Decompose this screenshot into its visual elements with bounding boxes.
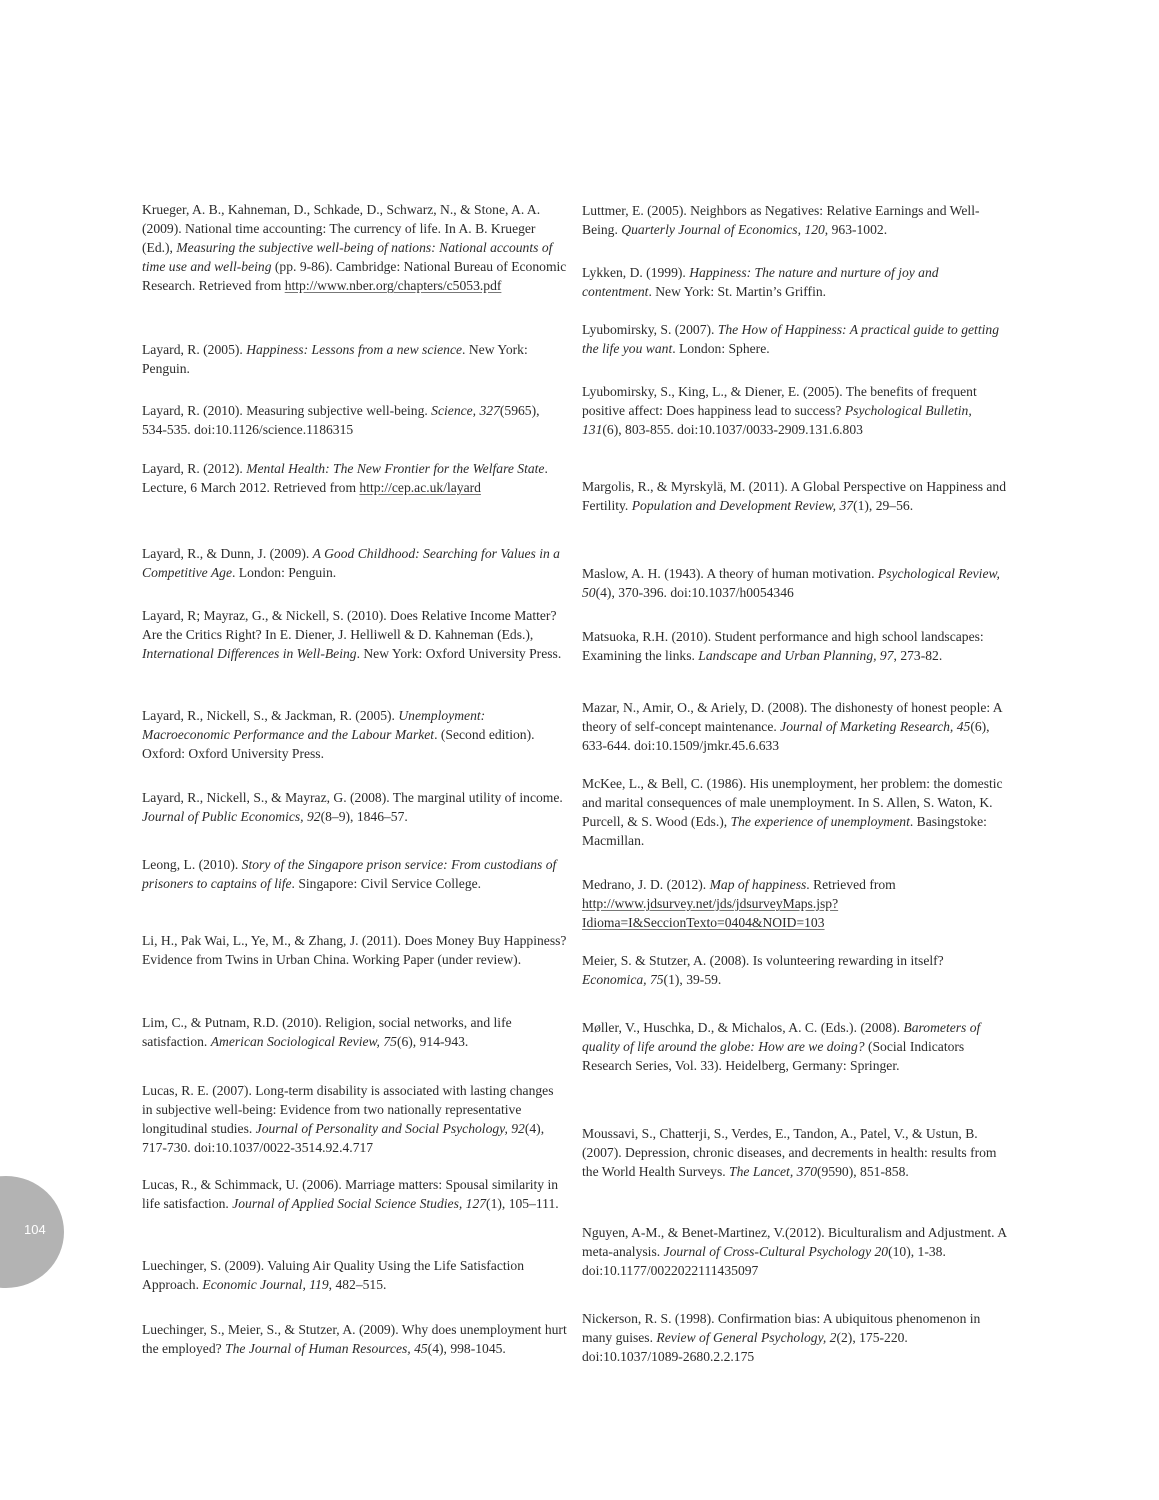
reference-text: Meier, S. & Stutzer, A. (2008). Is volunteering rewarding in itself? — [582, 953, 944, 968]
reference-text: Luechinger, S. (2009). Valuing Air Quality Using the Life Satisfaction Approach. — [142, 1258, 525, 1292]
reference-entry — [142, 706, 567, 763]
reference-italic: Measuring the subjective well-being of nations: National accounts of time use and well-being — [142, 240, 553, 274]
reference-text: Layard, R; Mayraz, G., & Nickell, S. (2010). Does Relative Income Matter? Are the Critics Right? In E. Diener, J. Helliwell & D. Kahneman (Eds.), — [142, 608, 557, 642]
reference-text: (pp. 9-86). Cambridge: National Bureau of Economic Research. Retrieved from — [142, 259, 567, 293]
reference-text: McKee, L., & Bell, C. (1986). His unemployment, her problem: the domestic and marital consequences of male unemployment. In S. Allen, S. Waton, K. Purcell, & S. Wood (Eds.), — [582, 776, 1003, 829]
reference-italic: Barometers of quality of life around the globe: How are we doing? — [582, 1020, 981, 1054]
reference-entry — [582, 627, 1007, 665]
reference-text: Lucas, R. E. (2007). Long-term disability is associated with lasting changes in subjective well-being: Evidence from two nationally representative longitudinal studies. — [142, 1083, 554, 1136]
reference-italic: Journal of Personality and Social Psychology, 92 — [255, 1121, 525, 1136]
reference-entry — [142, 340, 567, 378]
reference-entry — [582, 201, 1007, 239]
reference-entry — [142, 401, 567, 439]
reference-text: . Lecture, 6 March 2012. Retrieved from — [142, 461, 548, 495]
reference-italic: The experience of unemployment — [730, 814, 910, 829]
reference-text: . (Second edition). Oxford: Oxford University Press. — [142, 727, 535, 761]
reference-text: (10), 1-38. doi:10.1177/0022022111435097 — [582, 1244, 946, 1278]
reference-text: Layard, R., Nickell, S., & Mayraz, G. (2008). The marginal utility of income. — [142, 790, 563, 805]
reference-italic: The Lancet, 370 — [729, 1164, 818, 1179]
reference-text: (2), 175-220. doi:10.1037/1089-2680.2.2.175 — [582, 1330, 908, 1364]
reference-text: Lyubomirsky, S., King, L., & Diener, E. (2005). The benefits of frequent positive affect: Does happiness lead to success? — [582, 384, 977, 418]
reference-text: Layard, R. (2012). — [142, 461, 247, 476]
reference-link[interactable]: http://cep.ac.uk/layard — [359, 480, 481, 495]
reference-text: (6), 803-855. doi:10.1037/0033-2909.131.6.803 — [602, 422, 863, 437]
reference-entry — [582, 382, 1007, 439]
reference-italic: International Differences in Well-Being — [142, 646, 357, 661]
reference-italic: Story of the Singapore prison service: From custodians of prisoners to captains of life — [142, 857, 557, 891]
reference-text: . New York: St. Martin’s Griffin. — [648, 284, 827, 299]
reference-text: Layard, R. (2005). — [142, 342, 247, 357]
reference-text: (4), 998-1045. — [427, 1341, 506, 1356]
reference-text: Margolis, R., & Myrskylä, M. (2011). A Global Perspective on Happiness and Fertility. — [582, 479, 1007, 513]
reference-text: Maslow, A. H. (1943). A theory of human motivation. — [582, 566, 878, 581]
reference-italic: Quarterly Journal of Economics, 120 — [621, 222, 825, 237]
reference-text: . London: Penguin. — [231, 565, 337, 580]
reference-italic: Unemployment: Macroeconomic Performance and the Labour Market — [142, 708, 486, 742]
reference-italic: Population and Development Review, 37 — [631, 498, 854, 513]
reference-text: . Singapore: Civil Service College. — [291, 876, 482, 891]
reference-text: . New York: Penguin. — [142, 342, 528, 376]
reference-italic: Landscape and Urban Planning, 97 — [698, 648, 894, 663]
reference-text: Krueger, A. B., Kahneman, D., Schkade, D., Schwarz, N., & Stone, A. A. (2009). National time accounting: The currency of life. In A. B. Krueger (Ed.), — [142, 202, 541, 255]
reference-entry — [582, 1018, 1007, 1075]
reference-text: Moussavi, S., Chatterji, S., Verdes, E., Tandon, A., Patel, V., & Ustun, B. (2007). Depression, chronic diseases, and decrements in health: results from the World Health Surveys. — [582, 1126, 997, 1179]
reference-text: (1), 39-59. — [663, 972, 722, 987]
reference-entry — [142, 1175, 567, 1213]
reference-italic: Psychological Bulletin, 131 — [582, 403, 972, 437]
reference-text: (6), 914-943. — [396, 1034, 469, 1049]
reference-text: Lucas, R., & Schimmack, U. (2006). Marriage matters: Spousal similarity in life satisfaction. — [142, 1177, 559, 1211]
reference-entry — [142, 544, 567, 582]
reference-link[interactable]: http://www.jdsurvey.net/jds/jdsurveyMaps.jsp?Idioma=I&SeccionTexto=0404&NOID=103 — [582, 896, 839, 930]
reference-text: (4), 717-730. doi:10.1037/0022-3514.92.4.717 — [142, 1121, 545, 1155]
reference-italic: Science, 327 — [431, 403, 500, 418]
reference-text: Layard, R., & Dunn, J. (2009). — [142, 546, 313, 561]
reference-italic: Psychological Review, 50 — [582, 566, 1000, 600]
reference-italic: Review of General Psychology, 2 — [656, 1330, 837, 1345]
reference-entry — [142, 1256, 567, 1294]
reference-entry — [582, 951, 1007, 989]
reference-italic: Journal of Applied Social Science Studies, 127 — [232, 1196, 487, 1211]
reference-entry — [582, 774, 1007, 850]
reference-text: Li, H., Pak Wai, L., Ye, M., & Zhang, J. (2011). Does Money Buy Happiness? Evidence from Twins in Urban China. Working Paper (under review). — [142, 933, 567, 967]
reference-entry — [142, 200, 567, 295]
reference-text: , 963-1002. — [824, 222, 888, 237]
reference-text: (1), 29–56. — [853, 498, 914, 513]
reference-italic: A Good Childhood: Searching for Values in a Competitive Age — [142, 546, 560, 580]
reference-text: Layard, R., Nickell, S., & Jackman, R. (2005). — [142, 708, 399, 723]
reference-text: Medrano, J. D. (2012). — [582, 877, 710, 892]
reference-text: Luechinger, S., Meier, S., & Stutzer, A. (2009). Why does unemployment hurt the employed? — [142, 1322, 567, 1356]
reference-entry — [582, 564, 1007, 602]
reference-entry — [142, 931, 567, 969]
reference-text: , 482–515. — [328, 1277, 387, 1292]
reference-entry — [142, 606, 567, 663]
reference-text: . Retrieved from — [806, 877, 896, 892]
reference-italic: Happiness: The nature and nurture of joy and contentment — [582, 265, 939, 299]
reference-italic: Happiness: Lessons from a new science — [246, 342, 463, 357]
reference-entry — [582, 477, 1007, 515]
reference-text: Leong, L. (2010). — [142, 857, 242, 872]
reference-entry — [142, 459, 567, 497]
reference-text: Lyubomirsky, S. (2007). — [582, 322, 718, 337]
reference-text: Nguyen, A-M., & Benet-Martinez, V.(2012). Biculturalism and Adjustment. A meta-analysis. — [582, 1225, 1007, 1259]
reference-entry — [142, 788, 567, 826]
reference-text: Mazar, N., Amir, O., & Ariely, D. (2008). The dishonesty of honest people: A theory of self-concept maintenance. — [582, 700, 1002, 734]
reference-text: Nickerson, R. S. (1998). Confirmation bias: A ubiquitous phenomenon in many guises. — [582, 1311, 981, 1345]
reference-italic: Economica, 75 — [582, 972, 664, 987]
reference-text: . Basingstoke: Macmillan. — [582, 814, 987, 848]
reference-entry — [142, 1320, 567, 1358]
reference-link[interactable]: http://www.nber.org/chapters/c5053.pdf — [284, 278, 502, 293]
reference-italic: Journal of Marketing Research, 45 — [780, 719, 971, 734]
reference-italic: The Journal of Human Resources, 45 — [225, 1341, 428, 1356]
reference-entry — [582, 698, 1007, 755]
reference-entry — [582, 875, 1007, 932]
reference-text: Møller, V., Huschka, D., & Michalos, A. C. (Eds.). (2008). — [582, 1020, 904, 1035]
reference-italic: Map of happiness — [709, 877, 807, 892]
reference-text: Layard, R. (2010). Measuring subjective well-being. — [142, 403, 432, 418]
reference-text: Luttmer, E. (2005). Neighbors as Negatives: Relative Earnings and Well-Being. — [582, 203, 980, 237]
reference-text: , 273-82. — [893, 648, 943, 663]
reference-text: (4), 370-396. doi:10.1037/h0054346 — [595, 585, 794, 600]
reference-text: (8–9), 1846–57. — [320, 809, 408, 824]
page-number: 104 — [24, 1222, 46, 1237]
reference-text: . London: Sphere. — [672, 341, 770, 356]
reference-italic: The How of Happiness: A practical guide to getting the life you want — [582, 322, 999, 356]
reference-italic: Journal of Public Economics, 92 — [142, 809, 321, 824]
reference-italic: Mental Health: The New Frontier for the Welfare State — [246, 461, 545, 476]
reference-text: (1), 105–111. — [486, 1196, 559, 1211]
reference-entry — [582, 1309, 1007, 1366]
reference-entry — [582, 1124, 1007, 1181]
reference-text: (6), 633-644. doi:10.1509/jmkr.45.6.633 — [582, 719, 990, 753]
reference-entry — [142, 1081, 567, 1157]
reference-text: Lykken, D. (1999). — [582, 265, 690, 280]
reference-text: (9590), 851-858. — [817, 1164, 909, 1179]
reference-entry — [582, 1223, 1007, 1280]
reference-text: Lim, C., & Putnam, R.D. (2010). Religion, social networks, and life satisfaction. — [142, 1015, 512, 1049]
reference-entry — [582, 320, 1007, 358]
reference-italic: American Sociological Review, 75 — [210, 1034, 397, 1049]
reference-entry — [142, 1013, 567, 1051]
reference-text: (5965), 534-535. doi:10.1126/science.1186315 — [142, 403, 540, 437]
reference-text: . New York: Oxford University Press. — [356, 646, 562, 661]
reference-text: (Social Indicators Research Series, Vol. 33). Heidelberg, Germany: Springer. — [582, 1039, 965, 1073]
reference-italic: Economic Journal, 119 — [202, 1277, 329, 1292]
reference-entry — [142, 855, 567, 893]
reference-entry — [582, 263, 1007, 301]
reference-text: Matsuoka, R.H. (2010). Student performance and high school landscapes: Examining the links. — [582, 629, 984, 663]
reference-italic: Journal of Cross-Cultural Psychology 20 — [663, 1244, 889, 1259]
